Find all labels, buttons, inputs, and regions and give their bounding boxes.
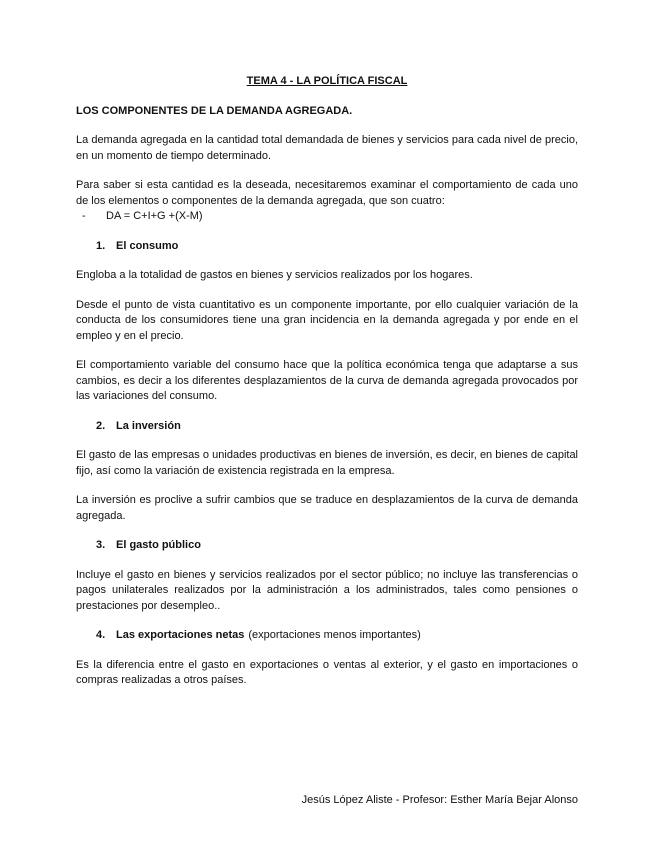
paragraph: El gasto de las empresas o unidades productivas en bienes de inversión, es decir, en bienes de capital fijo, así como la variación de existencia registrada en la empresa. — [76, 449, 578, 477]
paragraph: Incluye el gasto en bienes y servicios realizados por el sector público; no incluye las transferencias o pagos unilaterales realizados por la administración a los administrados, tales como pensiones o prestaciones por desempleo.. — [76, 568, 578, 612]
section-title-gasto-publico — [76, 538, 578, 554]
section-number: 3. — [96, 539, 106, 551]
formula-text: DA = C+I+G +(X-M) — [106, 210, 203, 222]
intro-paragraph-1: La demanda agregada en la cantidad total demandada de bienes y servicios para cada nivel de precio, en un momento de tiempo determinado. — [76, 134, 578, 162]
paragraph: Es la diferencia entre el gasto en exportaciones o ventas al exterior, y el gasto en importaciones o compras realizadas a otros países. — [76, 658, 578, 686]
section-title-text: El gasto público — [116, 539, 201, 551]
document-title: TEMA 4 - LA POLÍTICA FISCAL — [246, 75, 408, 87]
section-title-text: El consumo — [116, 239, 179, 252]
paragraph: La inversión es proclive a sufrir cambios que se traduce en desplazamientos de la curva de demanda agregada. — [76, 494, 578, 522]
intro-paragraph-2: Para saber si esta cantidad es la deseada, necesitaremos examinar el comportamiento de cada uno de los elementos o componentes de la demanda agregada, que son cuatro: — [76, 179, 578, 207]
section-number: 4. — [96, 629, 106, 641]
section-number: 1. — [96, 239, 106, 252]
paragraph: El comportamiento variable del consumo hace que la política económica tenga que adaptarse a sus cambios, es decir a los diferentes desplazamientos de la curva de demanda agregada provocados por las variaciones del consumo. — [76, 359, 578, 402]
section-heading: LOS COMPONENTES DE LA DEMANDA AGREGADA. — [76, 104, 353, 117]
bullet-dash: - — [82, 210, 86, 222]
formula-line — [76, 209, 578, 225]
page-footer: Jesús López Aliste - Profesor: Esther María Bejar Alonso — [301, 794, 578, 806]
document-page — [76, 74, 578, 703]
section-title-text: La inversión — [116, 419, 181, 432]
section-number: 2. — [96, 419, 106, 432]
section-title-text: Las exportaciones netas — [116, 629, 245, 641]
section-title-consumo — [76, 239, 578, 255]
section-title-inversion — [76, 419, 578, 435]
paragraph: Desde el punto de vista cuantitativo es un componente importante, por ello cualquier variación de la conducta de los consumidores tiene una gran incidencia en la demanda agregada y por ende en el empleo y en el precio. — [76, 298, 578, 342]
paragraph: Engloba a la totalidad de gastos en bienes y servicios realizados por los hogares. — [76, 269, 473, 281]
section-title-exportaciones — [76, 628, 578, 644]
section-title-note: (exportaciones menos importantes) — [248, 629, 421, 641]
